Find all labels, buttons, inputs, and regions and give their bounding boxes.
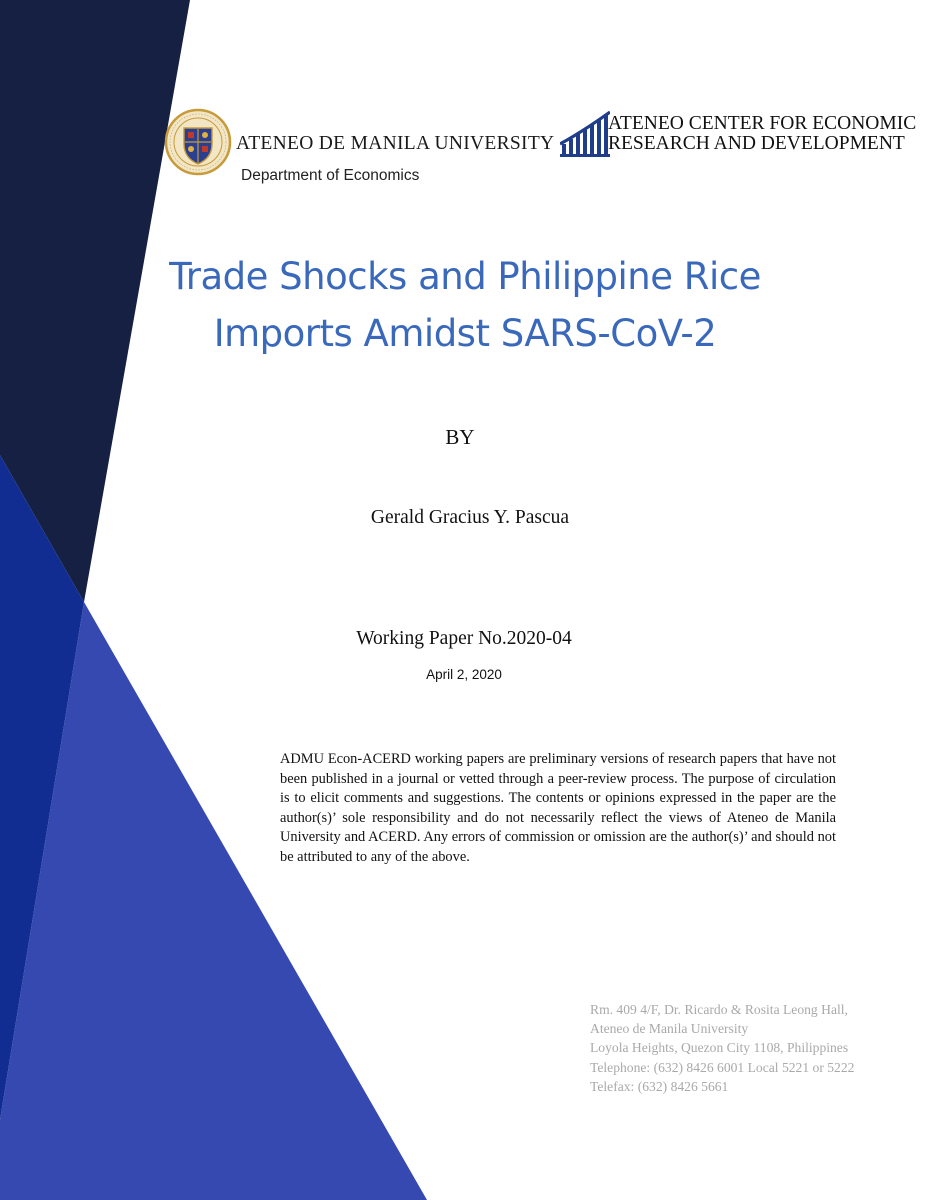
address-line1: Rm. 409 4/F, Dr. Ricardo & Rosita Leong Hall,	[590, 1002, 848, 1017]
research-center-name-line2: RESEARCH AND DEVELOPMENT	[608, 133, 905, 154]
university-name: ATENEO DE MANILA UNIVERSITY	[236, 133, 555, 154]
paper-title-line2: Imports Amidst SARS-CoV-2	[213, 312, 717, 355]
research-center-name	[608, 114, 916, 154]
paper-title-line1: Trade Shocks and Philippine Rice	[169, 255, 761, 298]
address-line5: Telefax: (632) 8426 5661	[590, 1078, 729, 1094]
address-line3: Loyola Heights, Quezon City 1108, Philippines	[590, 1040, 849, 1056]
department-name: Department of Economics	[241, 167, 420, 184]
working-paper-number: Working Paper No.2020-04	[356, 628, 572, 649]
contact-address	[590, 1000, 920, 1096]
disclaimer-text: ADMU Econ-ACERD working papers are preliminary versions of research papers that have not been published in a journal or vetted through a peer-review process. The purpose of circulation is to elicit comments and suggestions. The contents or opinions expressed in the paper are the author(s)’ sole responsibility and do not necessarily reflect the views of Ateneo de Manila University and ACERD. Any errors of commission or omission are the author(s)’ and should not be attributed to any of the above.	[280, 751, 836, 865]
by-label: BY	[445, 425, 475, 449]
address-line2: Ateneo de Manila University	[590, 1021, 749, 1037]
address-line4: Telephone: (632) 8426 6001 Local 5221 or 5222	[590, 1059, 855, 1075]
research-center-name-line1: ATENEO CENTER FOR ECONOMIC	[608, 113, 917, 134]
publication-date: April 2, 2020	[426, 667, 502, 682]
ateneo-seal-icon	[164, 108, 232, 176]
acerd-bars-icon	[560, 110, 610, 158]
paper-title	[150, 248, 780, 362]
author-name: Gerald Gracius Y. Pascua	[370, 507, 570, 528]
